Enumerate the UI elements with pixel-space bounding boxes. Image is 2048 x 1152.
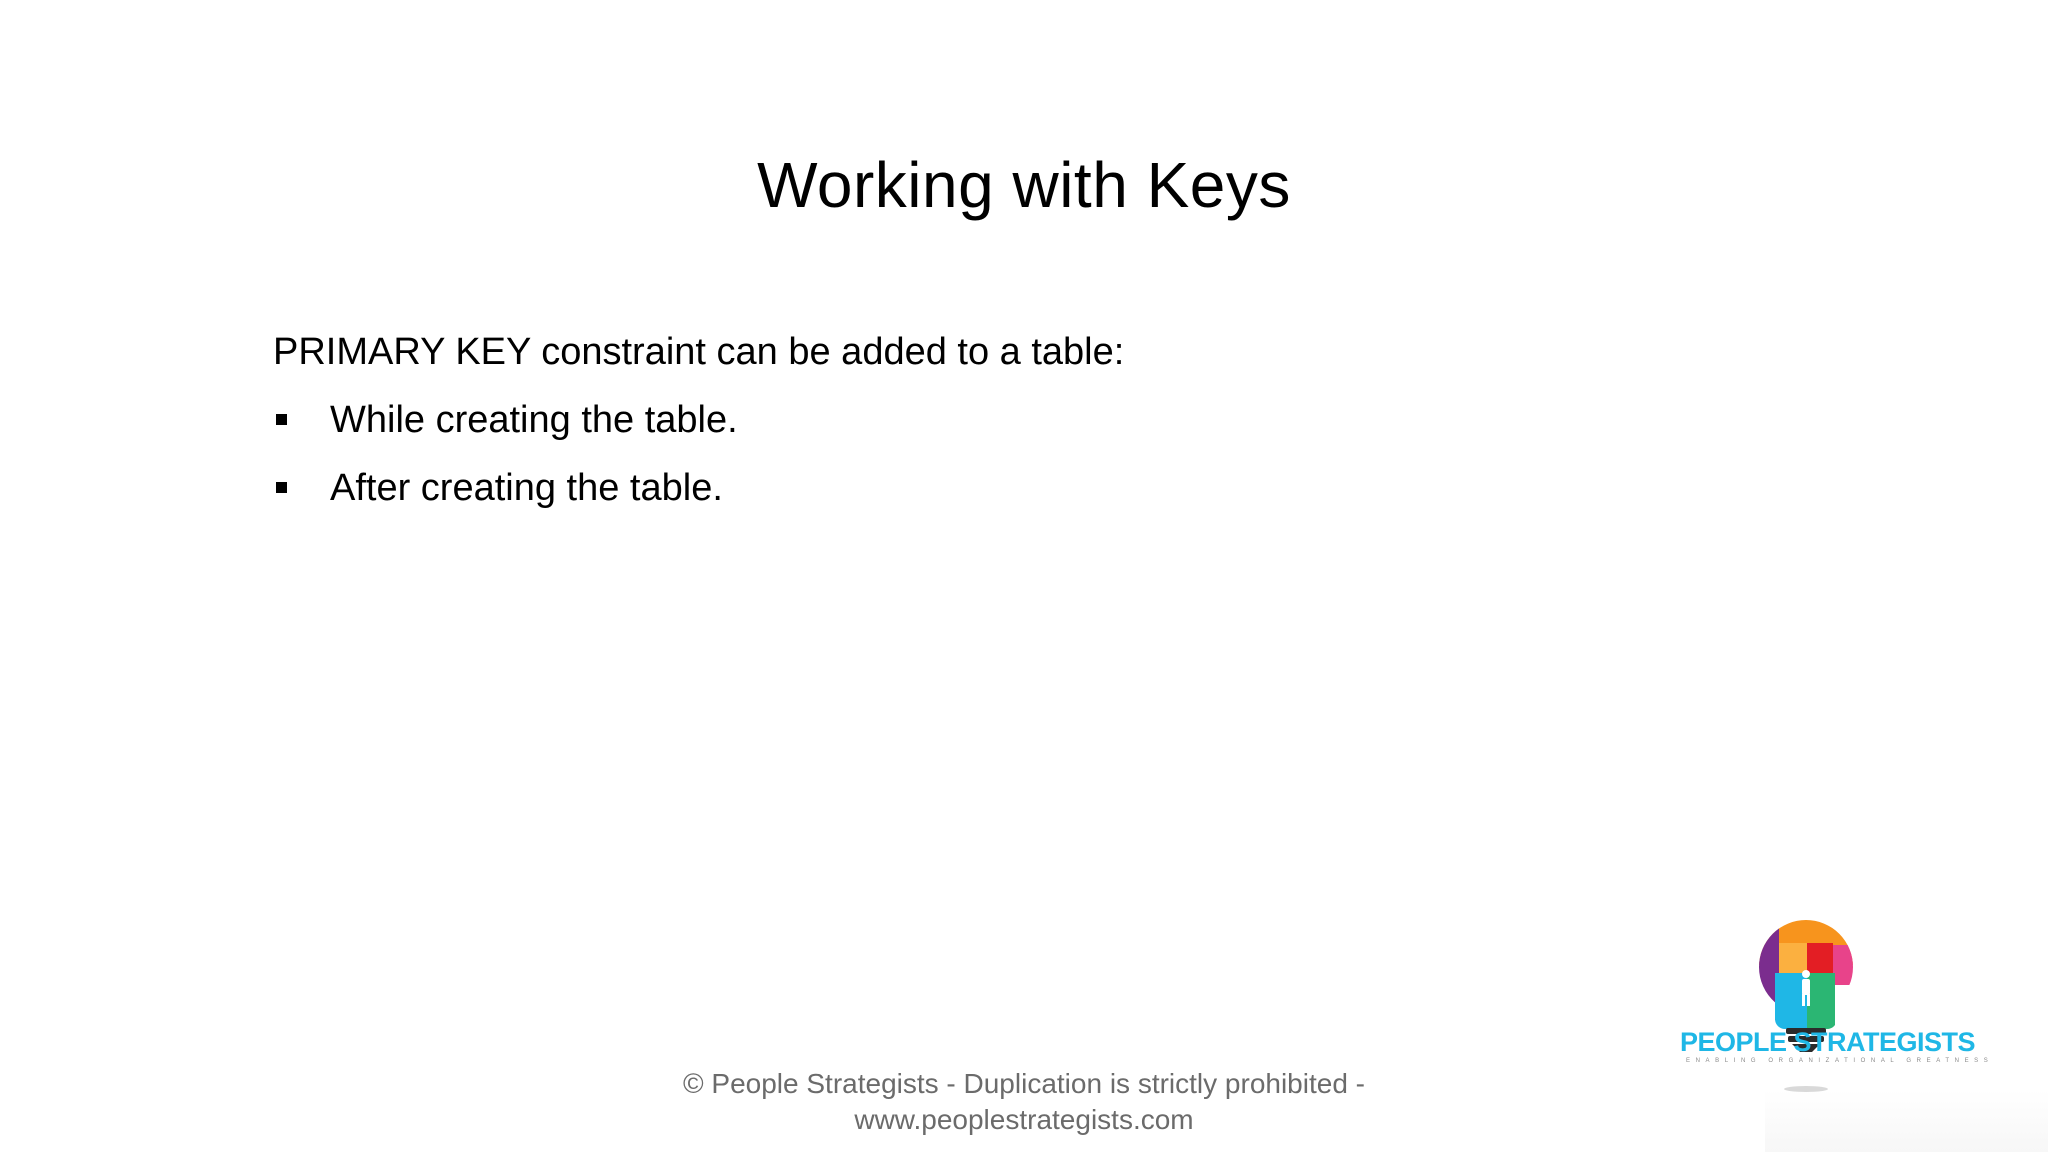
bullet-item xyxy=(273,464,1124,512)
logo-wordmark: PEOPLE STRATEGISTS xyxy=(1680,1027,1976,1057)
bullet-item xyxy=(273,396,1124,444)
logo-tagline: ENABLING ORGANIZATIONAL GREATNESS xyxy=(1686,1058,1994,1064)
footer-website: www.peoplestrategists.com xyxy=(854,1104,1194,1135)
slide-title: Working with Keys xyxy=(757,149,1291,221)
intro-text: PRIMARY KEY constraint can be added to a table: xyxy=(273,331,1125,373)
footer-copyright: © People Strategists - Duplication is strictly prohibited - xyxy=(682,1068,1366,1099)
bullet-text: After creating the table. xyxy=(330,467,723,509)
bullet-list xyxy=(273,396,1124,512)
footer xyxy=(0,1066,2048,1138)
slide-body xyxy=(273,328,1124,532)
square-bullet-icon xyxy=(276,414,287,425)
bullet-text: While creating the table. xyxy=(330,399,738,441)
square-bullet-icon xyxy=(276,482,287,493)
